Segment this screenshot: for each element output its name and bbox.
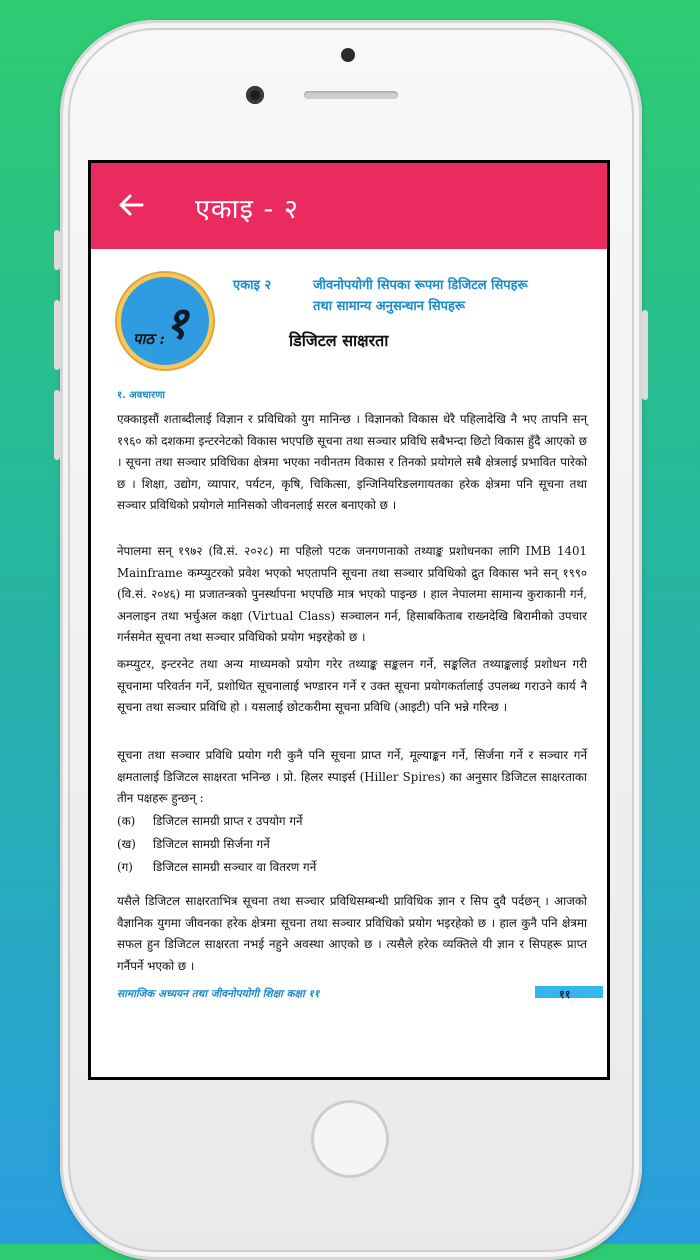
page-number: ११ <box>559 988 571 1001</box>
list-marker: (ख) <box>117 837 136 851</box>
body-paragraph: सूचना तथा सञ्चार प्रविधि प्रयोग गरी कुनै पनि सूचना प्राप्त गर्ने, मूल्याङ्कन गर्ने, सिर्जना गर्ने र सञ्चार गर्ने क्षमतालाई डिजिटल साक्षरता भनिन्छ । प्रो. हिलर स्पाइर्स (Hiller Spires) का अनुसार डिजिटल साक्षरताका तीन पक्षहरू हुन्छन् : <box>117 748 587 806</box>
body-paragraph: कम्प्युटर, इन्टरनेट तथा अन्य माध्यमको प्रयोग गरेर तथ्याङ्क सङ्कलन गर्ने, सङ्कलित तथ्याङ्कलाई प्रशोधन गरी सूचनामा परिवर्तन गर्ने, प्रशोधित सूचनालाई भण्डारन गर्ने र उक्त सूचना प्रयोगकर्तालाई उपलब्ध गराउने कार्य नै सूचना तथा सञ्चार प्रविधि हो । यसलाई छोटकरीमा सूचना प्रविधि (आइटी) पनि भन्ने गरिन्छ । <box>117 657 587 715</box>
body-paragraph: एक्काइसौं शताब्दीलाई विज्ञान र प्रविधिको युग मानिन्छ । विज्ञानको विकास धेरै पहिलादेखि नै भए तापनि सन् १९६० को दशकमा इन्टरनेटको विकास भएपछि सूचना तथा सञ्चार प्रविधि सबैभन्दा छिटो विकास हुँदै आएको छ । सूचना तथा सञ्चार प्रविधिका क्षेत्रमा भएका नवीनतम विकास र तिनको प्रयोगले सबै क्षेत्रलाई प्रभावित पारेको छ । शिक्षा, उद्योग, व्यापार, पर्यटन, कृषि, चिकित्सा, इन्जिनियरिङलगायतका हरेक क्षेत्रमा पनि सूचना तथा सञ्चार प्रविधिको प्रयोगले मानिसको जीवनलाई सरल बनाएको छ । <box>117 412 587 513</box>
volume-down-button <box>54 390 60 460</box>
textbook-page[interactable] <box>91 249 607 1077</box>
section-heading: १. अवधारणा <box>117 390 166 401</box>
unit-title <box>313 275 573 317</box>
lesson-badge <box>121 277 209 365</box>
volume-up-button <box>54 300 60 370</box>
unit-title-line: जीवनोपयोगी सिपका रूपमा डिजिटल सिपहरू <box>313 278 528 293</box>
app-bar <box>91 163 607 249</box>
lesson-badge-label: पाठ : <box>133 330 165 348</box>
list-item-text: डिजिटल सामग्री प्राप्त र उपयोग गर्ने <box>153 814 303 828</box>
unit-label: एकाइ २ <box>233 278 272 293</box>
front-camera <box>246 86 264 104</box>
app-screen <box>91 163 607 1077</box>
list-item <box>117 859 587 882</box>
list-item-text: डिजिटल सामग्री सिर्जना गर्ने <box>153 837 270 851</box>
list-item-text: डिजिटल सामग्री सञ्चार वा वितरण गर्ने <box>153 860 317 874</box>
sensor-dot <box>341 48 355 62</box>
list-item <box>117 813 587 836</box>
list-marker: (क) <box>117 814 136 828</box>
phone-screen <box>88 160 610 1080</box>
lesson-badge-number: १ <box>165 298 188 349</box>
earpiece-speaker <box>304 91 398 99</box>
mute-switch <box>54 230 60 270</box>
list-marker: (ग) <box>117 860 133 874</box>
body-paragraph: नेपालमा सन् १९७२ (वि.सं. २०२८) मा पहिलो पटक जनगणनाको तथ्याङ्क प्रशोधनका लागि IMB 1401 Mainframe कम्प्युटरको प्रवेश भएको भएतापनि सूचना तथा सञ्चार प्रविधिको द्रुत विकास भने सन् १९९० (वि.सं. २०४६) मा प्रजातन्त्रको पुनर्स्थापना भएपछि मात्र भएको पाइन्छ । हाल नेपालमा सामान्य कुराकानी गर्न, अनलाइन तथा भर्चुअल कक्षा (Virtual Class) सञ्चालन गर्न, हिसाबकिताब राख्नदेखि बिरामीको उपचार गर्नसमेत सूचना तथा सञ्चार प्रविधिको प्रयोग भइरहेको छ । <box>117 544 587 645</box>
aspects-list <box>117 813 587 882</box>
page-title: एकाइ - २ <box>195 194 299 225</box>
page-footer-text: सामाजिक अध्ययन तथा जीवनोपयोगी शिक्षा कक्षा ११ <box>117 988 320 1000</box>
list-item <box>117 836 587 859</box>
back-arrow-icon[interactable] <box>117 191 145 219</box>
body-paragraph: यसैले डिजिटल साक्षरताभित्र सूचना तथा सञ्चार प्रविधिसम्बन्धी प्राविधिक ज्ञान र सिप दुवै पर्दछन् । आजको वैज्ञानिक युगमा जीवनका हरेक क्षेत्रमा सूचना तथा सञ्चार प्रविधिको प्रयोग भइरहेको छ । हाल कुनै पनि क्षेत्रमा सफल हुन डिजिटल साक्षरता नभई नहुने अवस्था आएको छ । त्यसैले हरेक व्यक्तिले यी ज्ञान र सिपहरू प्राप्त गर्नैपर्ने भएको छ । <box>117 894 587 973</box>
lesson-title: डिजिटल साक्षरता <box>289 331 389 350</box>
power-button <box>642 310 648 400</box>
unit-title-line: तथा सामान्य अनुसन्धान सिपहरू <box>313 299 465 314</box>
home-button[interactable] <box>311 1100 389 1178</box>
